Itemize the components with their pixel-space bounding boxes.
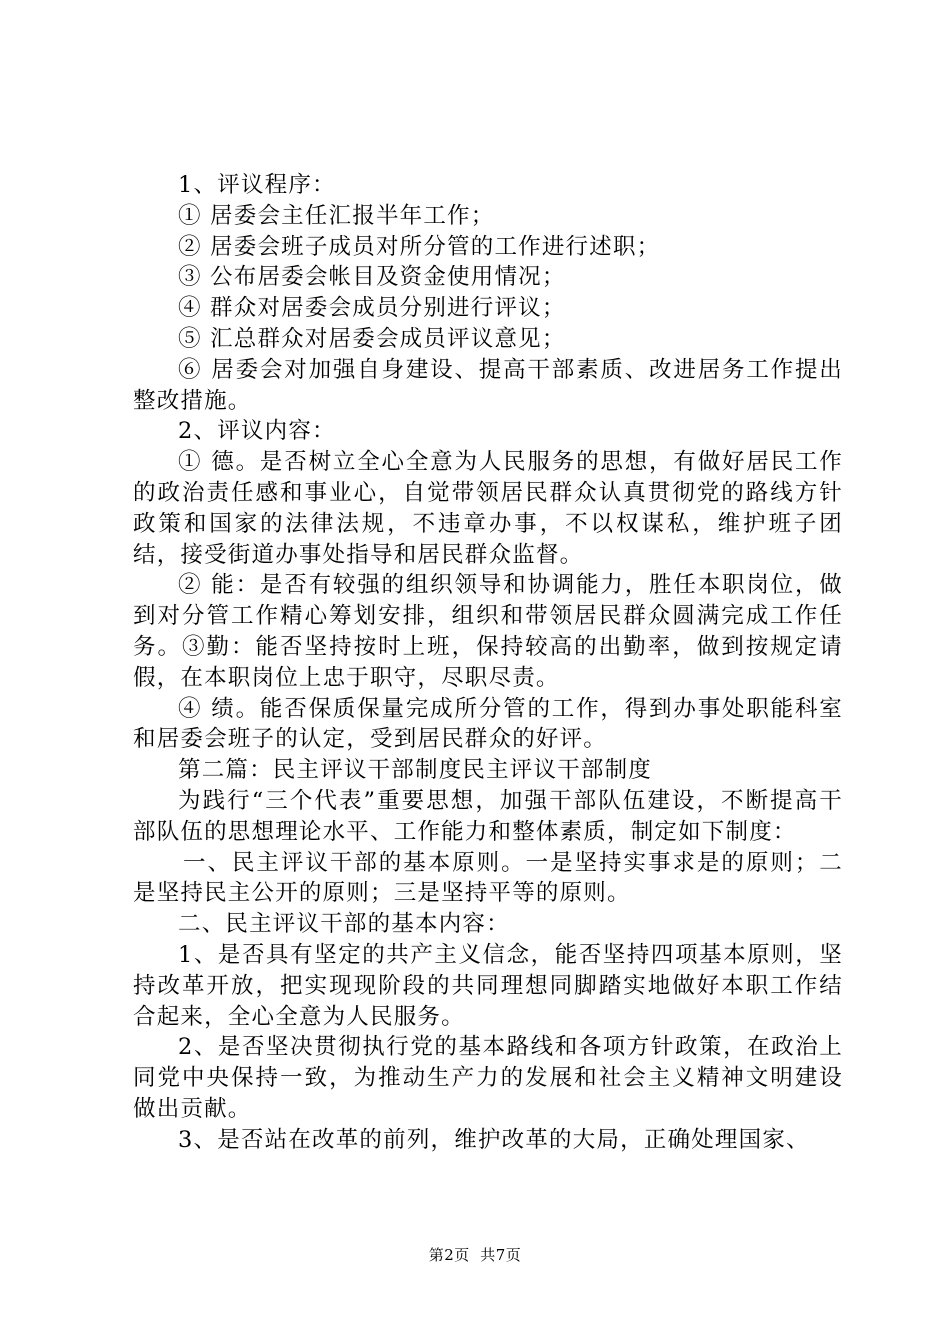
paragraph-step-3: ③ 公布居委会帐目及资金使用情况； <box>178 264 566 291</box>
paragraph-principles: 一、民主评议干部的基本原则。一是坚持实事求是的原则；二是坚持民主公开的原则；三是坚持平等的原则。 <box>133 849 843 907</box>
paragraph-ability-diligence: ② 能：是否有较强的组织领导和协调能力，胜任本职岗位，做到对分管工作精心筹划安排，组织和带领居民群众圆满完成工作任务。③勤：能否坚持按时上班，保持较高的出勤率，做到按规定请假，在本职岗位上忠于职守，尽职尽责。 <box>133 572 843 691</box>
paragraph-achievement: ④ 绩。能否保质保量完成所分管的工作，得到办事处职能科室和居委会班子的认定，受到居民群众的好评。 <box>133 695 843 753</box>
paragraph-virtue: ① 德。是否树立全心全意为人民服务的思想，有做好居民工作的政治责任感和事业心，自觉带领居民群众认真贯彻党的路线方针政策和国家的法律法规，不违章办事，不以权谋私，维护班子团结，接受街道办事处指导和居民群众监督。 <box>133 449 843 568</box>
paragraph-intro: 为践行“三个代表”重要思想，加强干部队伍建设，不断提高干部队伍的思想理论水平、工作能力和整体素质，制定如下制度： <box>133 787 843 845</box>
paragraph-review-content: 2、评议内容： <box>178 418 336 445</box>
paragraph-step-4: ④ 群众对居委会成员分别进行评议； <box>178 295 566 322</box>
document-body <box>133 170 843 1156</box>
paragraph-step-1: ① 居委会主任汇报半年工作； <box>178 202 495 229</box>
paragraph-item-1: 1、是否具有坚定的共产主义信念，能否坚持四项基本原则，坚持改革开放，把实现现阶段的共同理想同脚踏实地做好本职工作结合起来，全心全意为人民服务。 <box>133 941 843 1030</box>
section-heading-part-two: 第二篇：民主评议干部制度民主评议干部制度 <box>178 757 653 784</box>
page-footer <box>0 1244 950 1265</box>
paragraph-basic-content: 二、民主评议干部的基本内容： <box>178 911 510 938</box>
page-number-label: 第2页 共7页 <box>428 1246 522 1264</box>
paragraph-item-3: 3、是否站在改革的前列，维护改革的大局，正确处理国家、 <box>178 1126 810 1153</box>
paragraph-step-2: ② 居委会班子成员对所分管的工作进行述职； <box>178 233 661 260</box>
paragraph-step-6: ⑥ 居委会对加强自身建设、提高干部素质、改进居务工作提出整改措施。 <box>133 356 843 414</box>
paragraph-step-5: ⑤ 汇总群众对居委会成员评议意见； <box>178 325 566 352</box>
paragraph-item-2: 2、是否坚决贯彻执行党的基本路线和各项方针政策，在政治上同党中央保持一致，为推动生产力的发展和社会主义精神文明建设做出贡献。 <box>133 1034 843 1122</box>
paragraph-review-procedure: 1、评议程序： <box>178 172 336 198</box>
